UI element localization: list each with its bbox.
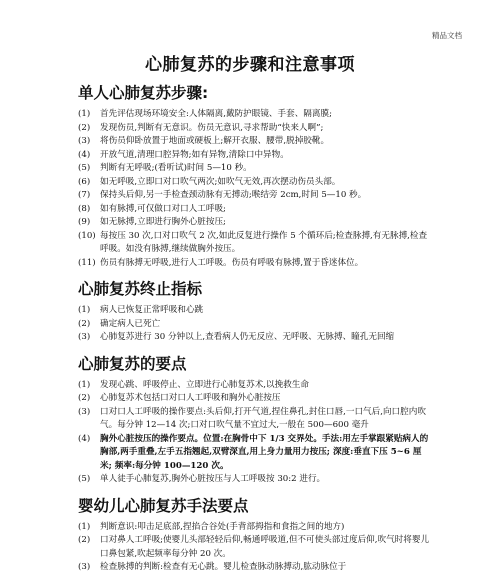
item-number: (8) (78, 203, 91, 214)
item-number: (2) (78, 535, 91, 545)
item-number: (3) (78, 332, 91, 342)
list-item (78, 331, 433, 345)
section-gap (78, 487, 433, 493)
item-number: (4) (78, 433, 91, 444)
section-heading: 心肺复苏的要点 (78, 354, 187, 373)
item-text: 如有脉搏,可仅做口对口人工呼吸; (100, 203, 226, 214)
item-text: 如无脉搏,立即进行胸外心脏按压; (100, 217, 226, 227)
item-number: (1) (78, 379, 91, 390)
item-number: (2) (78, 318, 91, 329)
item-number: (9) (78, 217, 91, 227)
item-text: 保持头后仰,另一手检查颈动脉有无搏动;喉结旁 2cm,时间 5—10 秒。 (100, 190, 367, 200)
item-text: 发现伤员,判断有无意识。伤员无意识,寻求帮助“快来人啊”; (100, 122, 324, 133)
list-item (78, 379, 433, 393)
list-item (78, 257, 433, 271)
list-item (78, 135, 433, 149)
section-gap (78, 575, 433, 581)
item-text: 胸外心脏按压的操作要点。位置:在胸骨中下 1/3 交界处。手法:用左手掌跟紧贴病人的胸部,两手重叠,左手五指翘起,双臂深直,用上身力量用力按压; 深度:垂直下压 5~6 厘米; 频率:每分钟 100—120 次。 (100, 433, 429, 471)
item-number: (6) (78, 176, 91, 187)
item-text: 发现心跳、呼吸停止、立即进行心肺复苏术,以挽救生命 (100, 379, 309, 390)
item-text: 伤员有脉搏无呼吸,进行人工呼吸。伤员有呼吸有脉搏,置于昏迷体位。 (100, 257, 364, 268)
item-number: (4) (78, 149, 91, 160)
list-item (78, 406, 433, 433)
item-text: 开放气道,清理口腔异物;如有异物,清除口中异物。 (100, 149, 289, 160)
list-item (78, 149, 433, 163)
list-item (78, 521, 433, 535)
section-heading: 婴幼儿心肺复苏手法要点 (78, 496, 249, 515)
item-number: (3) (78, 562, 91, 572)
item-number: (7) (78, 190, 91, 200)
item-text: 判断意识:叩击足底部,捏掐合谷处(手背部拇指和食指之间的地方) (100, 521, 345, 532)
item-number: (1) (78, 109, 91, 119)
section-gap (78, 270, 433, 276)
list-item (78, 534, 433, 561)
list-item (78, 230, 433, 257)
section-gap (78, 345, 433, 351)
item-text: 如无呼吸,立即口对口吹气两次;如吹气无效,再次摆动伤员头部。 (100, 176, 341, 187)
list-item (78, 318, 433, 332)
item-number: (3) (78, 136, 91, 146)
item-text: 判断有无呼吸;(看听试)时间 5—10 秒。 (100, 163, 252, 173)
item-number: (10) (78, 230, 96, 241)
item-text: 口对口人工呼吸的操作要点:头后仰,打开气道,捏住鼻孔,封住口唇,一口气后,向口腔内吹气。每分钟 12—14 次;口对口吹气量不宜过大,一般在 500—600 毫升 (100, 406, 426, 430)
watermark: 精品文档 (432, 31, 462, 40)
list-item (78, 392, 433, 406)
list-item (78, 108, 433, 122)
list-item (78, 122, 433, 136)
section-heading: 心肺复苏终止指标 (78, 280, 203, 298)
list-item (78, 433, 433, 474)
item-number: (5) (78, 474, 91, 484)
section-heading: 单人心肺复苏步骤: (78, 84, 209, 102)
item-text: 检查脉搏的判断:检查有无心跳。婴儿检查脉动脉搏动,肱动脉位于 (100, 562, 347, 572)
list-item (78, 473, 433, 487)
item-number: (1) (78, 521, 91, 532)
item-text: 心肺复苏术包括口对口人工呼吸和胸外心脏按压 (100, 393, 281, 403)
item-text: 确定病人已死亡 (100, 318, 161, 329)
list-item (78, 162, 433, 176)
item-number: (2) (78, 122, 91, 133)
list-item (78, 203, 433, 217)
list-item (78, 216, 433, 230)
item-text: 病人已恢复正常呼吸和心跳 (100, 305, 204, 315)
list-item (78, 561, 433, 575)
item-text: 将伤员仰卧放置于地面或硬板上;解开衣服、腰带,脱掉胶靴。 (100, 136, 330, 146)
item-text: 心肺复苏进行 30 分钟以上,查看病人仍无反应、无呼吸、无脉搏、瞳孔无回缩 (100, 332, 395, 342)
item-number: (11) (78, 257, 96, 268)
document-body (78, 80, 433, 581)
item-number: (3) (78, 406, 91, 417)
page-title: 心肺复苏的步骤和注意事项 (145, 55, 355, 75)
item-number: (2) (78, 393, 91, 403)
item-number: (1) (78, 305, 91, 315)
item-text: 每按压 30 次,口对口吹气 2 次,如此反复进行操作 5 个循环后;检查脉搏,有无脉搏,检查呼吸。如没有脉搏,继续做胸外按压。 (100, 230, 428, 254)
item-text: 单人徒手心肺复苏,胸外心脏按压与人工呼吸按 30:2 进行。 (100, 474, 326, 484)
item-text: 首先评估现场环境安全:人体隔离,戴防护眼镜、手套、隔离膜; (100, 109, 332, 119)
item-number: (5) (78, 163, 91, 173)
list-item (78, 176, 433, 190)
list-item (78, 304, 433, 318)
list-item (78, 189, 433, 203)
item-text: 口对鼻人工呼吸;使婴儿头部轻轻后仰,畅通呼吸道,但不可使头部过度后仰,吹气时将婴儿口鼻包紧,吹起频率每分钟 20 次。 (100, 535, 430, 559)
